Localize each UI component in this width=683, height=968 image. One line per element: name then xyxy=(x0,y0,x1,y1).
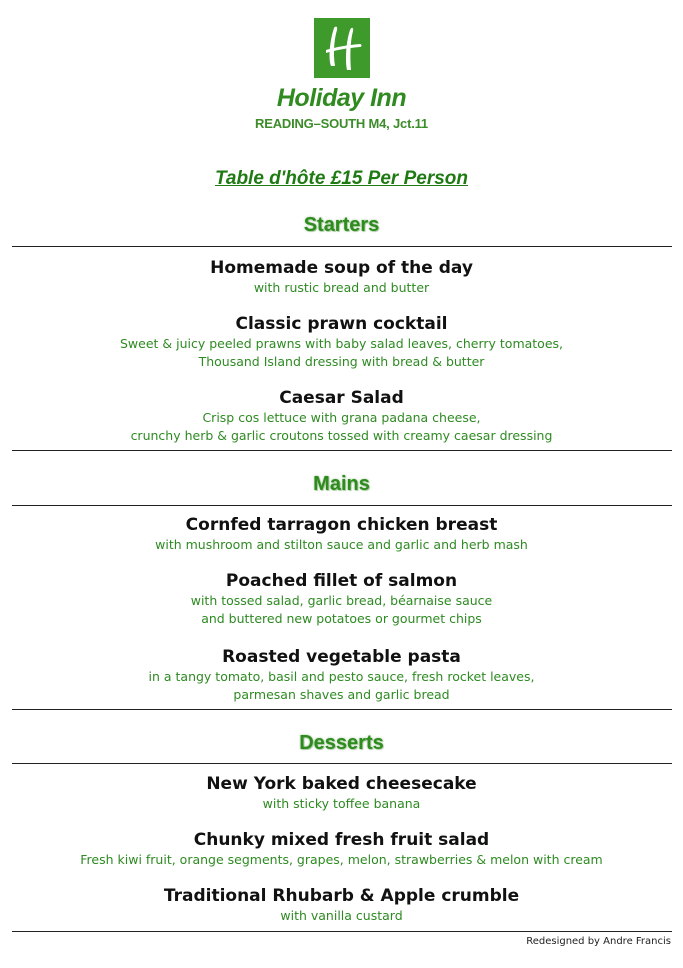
dish-description: Crisp cos lettuce with grana padana cheese, xyxy=(202,410,481,425)
divider xyxy=(12,246,672,247)
divider xyxy=(12,450,672,451)
dish-name: Traditional Rhubarb & Apple crumble xyxy=(163,886,520,906)
dish-description: with rustic bread and butter xyxy=(253,280,430,295)
dish-name: Roasted vegetable pasta xyxy=(222,647,461,667)
dish-description: parmesan shaves and garlic bread xyxy=(233,687,450,702)
menu-item xyxy=(0,514,683,554)
menu-headline: Table d'hôte £15 Per Person xyxy=(214,168,468,189)
dish-description: and buttered new potatoes or gourmet chips xyxy=(201,611,482,626)
dish-description: in a tangy tomato, basil and pesto sauce, fresh rocket leaves, xyxy=(148,669,535,684)
dish-name: Chunky mixed fresh fruit salad xyxy=(193,830,490,850)
menu-item xyxy=(0,829,683,869)
hotel-logo xyxy=(0,18,683,131)
divider xyxy=(12,931,672,932)
dish-name: Classic prawn cocktail xyxy=(235,314,448,334)
menu-item xyxy=(0,313,683,371)
dish-name: Caesar Salad xyxy=(279,388,404,408)
menu-item xyxy=(0,387,683,445)
section-title-desserts: Desserts xyxy=(299,732,384,754)
menu-item xyxy=(0,773,683,813)
logo-h-mark-icon xyxy=(314,18,370,78)
brand-name: Holiday Inn xyxy=(276,84,407,112)
dish-name: Cornfed tarragon chicken breast xyxy=(185,515,498,535)
dish-description: with sticky toffee banana xyxy=(262,796,421,811)
hotel-location: READING–SOUTH M4, Jct.11 xyxy=(255,116,428,131)
menu-item xyxy=(0,257,683,297)
divider xyxy=(12,709,672,710)
dish-name: New York baked cheesecake xyxy=(206,774,477,794)
menu-item xyxy=(0,570,683,628)
footer-credit: Redesigned by Andre Francis xyxy=(526,936,671,947)
section-title-starters: Starters xyxy=(303,214,380,236)
divider xyxy=(12,763,672,764)
section-title-mains: Mains xyxy=(313,473,370,495)
dish-description: Thousand Island dressing with bread & butter xyxy=(198,354,485,369)
dish-description: with mushroom and stilton sauce and garlic and herb mash xyxy=(155,537,528,552)
divider xyxy=(12,505,672,506)
menu-item xyxy=(0,885,683,925)
dish-description: Fresh kiwi fruit, orange segments, grapes, melon, strawberries & melon with cream xyxy=(80,852,603,867)
dish-description: with vanilla custard xyxy=(280,908,403,923)
dish-description: with tossed salad, garlic bread, béarnaise sauce xyxy=(190,593,493,608)
dish-name: Homemade soup of the day xyxy=(210,258,473,278)
dish-name: Poached fillet of salmon xyxy=(225,571,458,591)
dish-description: Sweet & juicy peeled prawns with baby salad leaves, cherry tomatoes, xyxy=(120,336,563,351)
menu-item xyxy=(0,646,683,704)
dish-description: crunchy herb & garlic croutons tossed with creamy caesar dressing xyxy=(130,428,553,443)
